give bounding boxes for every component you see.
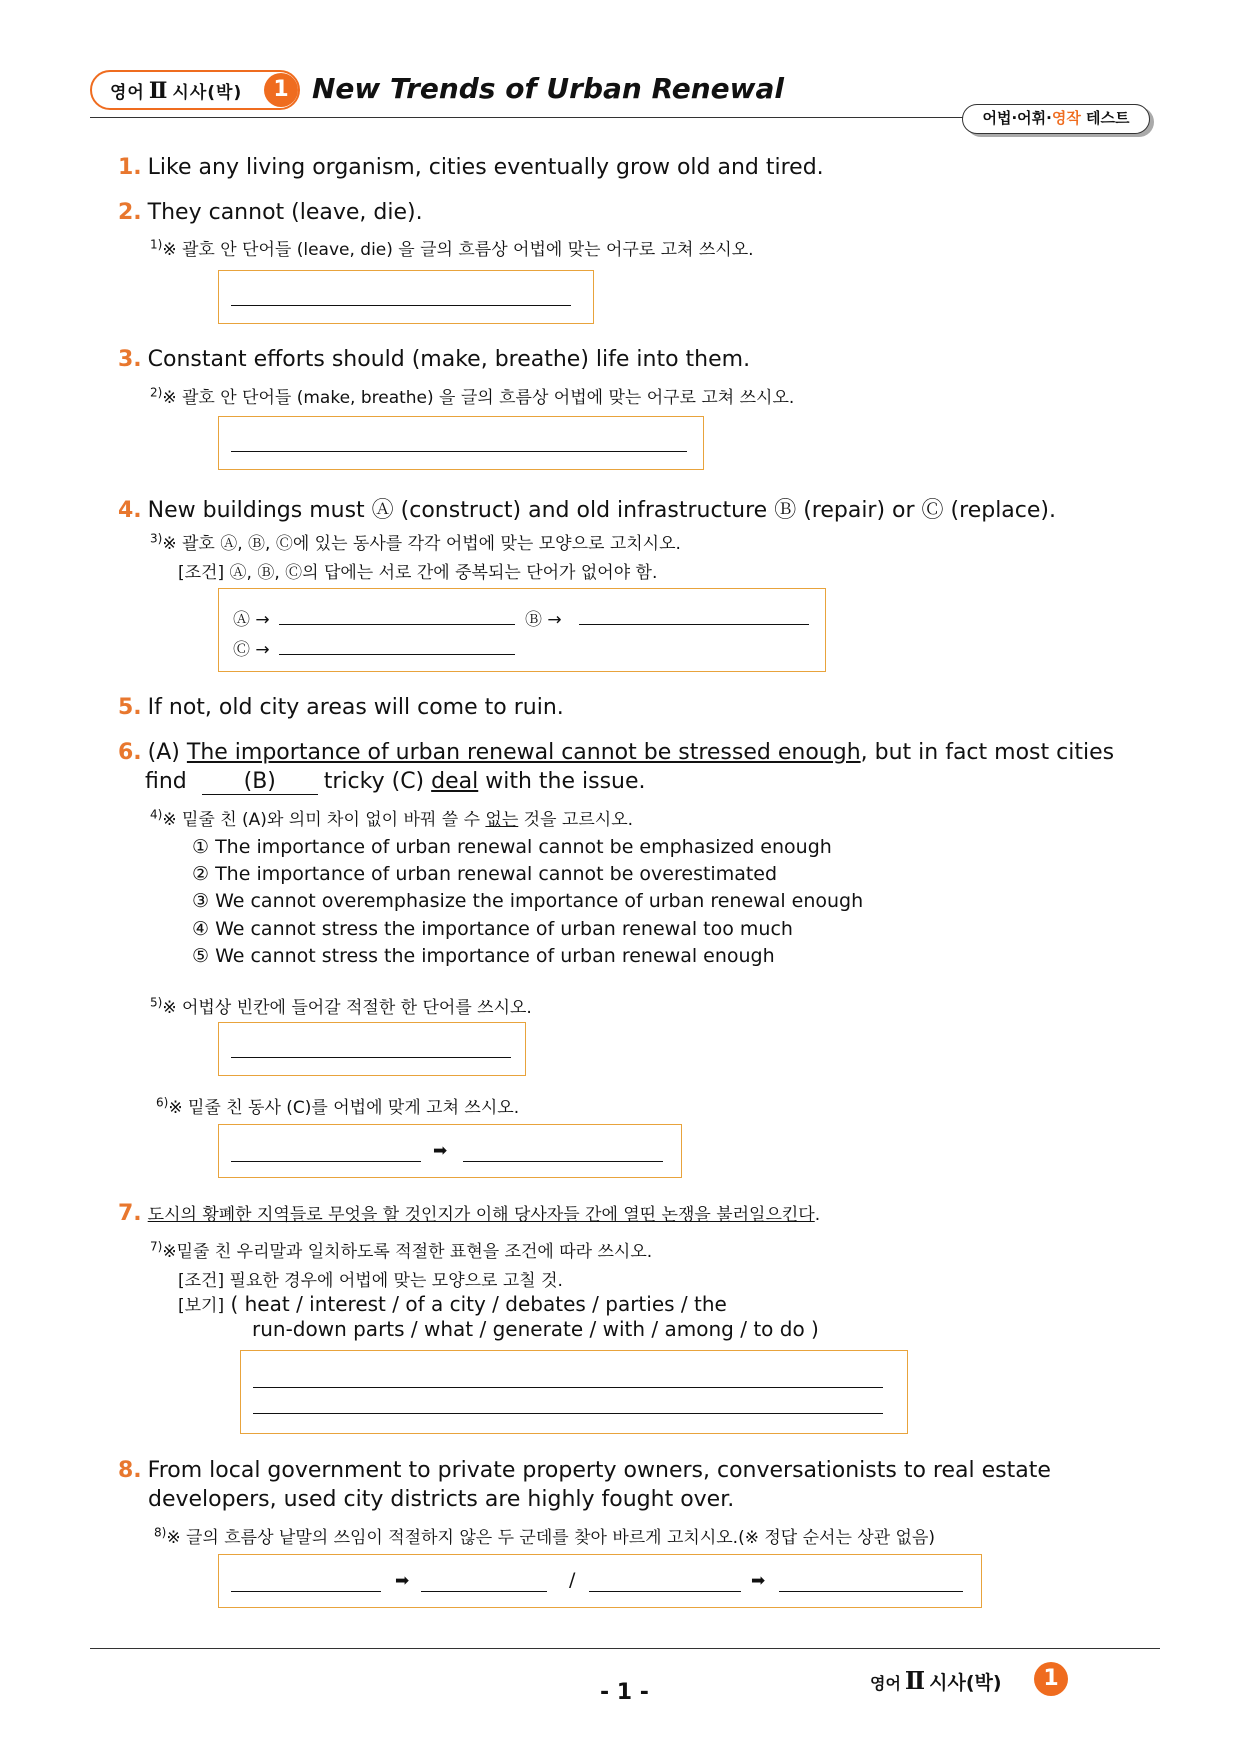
arrow-icon: ➡: [433, 1141, 448, 1161]
question-text-line2: developers, used city districts are highly fought over.: [148, 1487, 735, 1512]
option-1[interactable]: ① The importance of urban renewal cannot be emphasized enough: [192, 836, 832, 858]
sub-question-7: [150, 1237, 652, 1262]
word-box-label: [보기]: [178, 1296, 225, 1316]
answer-line-a: [279, 624, 515, 625]
condition: [178, 558, 657, 583]
q6-find: find: [145, 769, 187, 794]
question-text: They cannot (leave, die).: [147, 200, 423, 225]
question-number: 6.: [118, 740, 142, 765]
sub-number: 6): [156, 1095, 169, 1110]
answer-box-7[interactable]: [240, 1350, 908, 1434]
sub-text: ※ 밑줄 친 (A)와 의미 차이 없이 바꿔 쓸 수: [162, 810, 486, 830]
q6-post: , but in fact most cities: [860, 740, 1115, 765]
sub-question-2: [150, 383, 794, 408]
question-3: [118, 347, 750, 372]
condition-label: [조건]: [178, 563, 225, 583]
tag-accent: 영작: [1051, 109, 1081, 127]
option-5[interactable]: ⑤ We cannot stress the importance of urban renewal enough: [192, 945, 775, 967]
sub-question-6: [156, 1093, 519, 1118]
blank-b: (B): [202, 769, 318, 795]
question-text-line1: From local government to private property owners, conversationists to real estate: [147, 1458, 1051, 1483]
answer-line-1: [253, 1387, 883, 1388]
question-6: [118, 740, 1114, 765]
answer-line-1b: [421, 1591, 547, 1592]
page-number: - 1 -: [600, 1680, 649, 1705]
sub-number: 1): [150, 237, 163, 252]
sub-text: ※ 밑줄 친 동사 (C)를 어법에 맞게 고쳐 쓰시오.: [168, 1098, 520, 1118]
question-4: [118, 493, 1056, 524]
condition-text: Ⓐ, Ⓑ, Ⓒ의 답에는 서로 간에 중복되는 단어가 없어야 함.: [229, 563, 658, 583]
footer-subject-roman: Ⅱ: [904, 1666, 926, 1695]
answer-line-b: [579, 624, 809, 625]
footer-subject-left: 영어: [870, 1674, 901, 1693]
question-number: 4.: [118, 498, 142, 523]
question-7: [118, 1200, 820, 1226]
sub-question-5: [150, 993, 532, 1018]
question-text: If not, old city areas will come to ruin.: [147, 695, 564, 720]
sub-text-end: 것을 고르시오.: [518, 810, 634, 830]
sub-text: ※ 글의 흐름상 낱말의 쓰임이 적절하지 않은 두 군데를 찾아 바르게 고치시오.(※ 정답 순서는 상관 없음): [166, 1528, 935, 1548]
answer-line-2: [253, 1413, 883, 1414]
question-number: 1.: [118, 155, 142, 180]
sub-text: ※ 어법상 빈칸에 들어갈 적절한 한 단어를 쓰시오.: [162, 998, 532, 1018]
answer-box-8[interactable]: [218, 1554, 982, 1608]
question-number: 5.: [118, 695, 142, 720]
q6-pre: (A): [147, 740, 187, 765]
sub-question-3: [150, 529, 681, 554]
sub-text: ※밑줄 친 우리말과 일치하도록 적절한 표현을 조건에 따라 쓰시오.: [162, 1242, 653, 1262]
answer-line-right: [463, 1161, 663, 1162]
answer-box-3[interactable]: [218, 588, 826, 672]
tag-part2: 테스트: [1080, 109, 1130, 127]
sub-number: 2): [150, 385, 163, 400]
footer-divider: [90, 1648, 1160, 1649]
label-a: Ⓐ →: [233, 610, 270, 630]
sub-text: ※ 괄호 안 단어들 (make, breathe) 을 글의 흐름상 어법에 맞는 어구로 고쳐 쓰시오.: [162, 388, 795, 408]
header-subject-right: 시사(박): [172, 83, 243, 103]
footer-unit-badge: 1: [1034, 1662, 1068, 1696]
answer-line-left: [231, 1161, 421, 1162]
sub-text: ※ 괄호 Ⓐ, Ⓑ, Ⓒ에 있는 동사를 각각 어법에 맞는 모양으로 고치시오.: [162, 534, 681, 554]
word-box: [178, 1291, 727, 1316]
q6-underlined-a: The importance of urban renewal cannot be stressed enough: [186, 740, 861, 765]
sub-number: 4): [150, 807, 163, 822]
condition-text: 필요한 경우에 어법에 맞는 모양으로 고칠 것.: [229, 1271, 563, 1291]
header-subject-roman: Ⅱ: [148, 78, 169, 104]
answer-box-1[interactable]: [218, 270, 594, 324]
sub-number: 5): [150, 995, 163, 1010]
sub-question-1: [150, 235, 754, 260]
slash-separator: /: [569, 1569, 576, 1591]
word-box-line2: run-down parts / what / generate / with / among / to do ): [252, 1317, 819, 1341]
question-2: [118, 200, 423, 225]
arrow-icon: ➡: [751, 1571, 766, 1591]
header-subject: [110, 78, 242, 104]
footer-subject-right: 시사(박): [929, 1672, 1002, 1694]
test-type-tag: [962, 104, 1150, 134]
option-2[interactable]: ② The importance of urban renewal cannot be overestimated: [192, 863, 778, 885]
question-text: New buildings must Ⓐ (construct) and old infrastructure Ⓑ (repair) or Ⓒ (replace).: [147, 498, 1056, 523]
sub-text: ※ 괄호 안 단어들 (leave, die) 을 글의 흐름상 어법에 맞는 어구로 고쳐 쓰시오.: [162, 240, 754, 260]
option-3[interactable]: ③ We cannot overemphasize the importance of urban renewal enough: [192, 890, 864, 912]
answer-line: [231, 1057, 511, 1058]
answer-line: [231, 451, 687, 452]
header-subject-left: 영어: [110, 83, 145, 103]
answer-box-2[interactable]: [218, 416, 704, 470]
q6-underlined-c: deal: [431, 769, 479, 794]
q6-end: with the issue.: [478, 769, 646, 794]
sub-number: 8): [154, 1525, 167, 1540]
page-title: New Trends of Urban Renewal: [312, 72, 785, 105]
tag-part1: 어법·어휘·: [982, 109, 1052, 127]
answer-line-2a: [589, 1591, 741, 1592]
question-number: 2.: [118, 200, 142, 225]
question-text: Constant efforts should (make, breathe) life into them.: [147, 347, 751, 372]
question-number: 3.: [118, 347, 142, 372]
label-b: Ⓑ →: [525, 610, 562, 630]
question-1: [118, 155, 824, 180]
question-text-underlined: 도시의 황폐한 지역들로 무엇을 할 것인지가 이해 당사자들 간에 열띤 논쟁을 불러일으킨다: [147, 1205, 815, 1225]
sub-question-4: [150, 805, 633, 830]
q6-mid: tricky (C): [323, 769, 432, 794]
sub-number: 3): [150, 531, 163, 546]
question-text-end: .: [814, 1205, 821, 1225]
answer-line-c: [279, 654, 515, 655]
question-text: Like any living organism, cities eventually grow old and tired.: [147, 155, 824, 180]
answer-box-6[interactable]: [218, 1124, 682, 1178]
question-number: 8.: [118, 1458, 142, 1483]
condition: [178, 1266, 563, 1291]
answer-line-1a: [231, 1591, 381, 1592]
arrow-icon: ➡: [395, 1571, 410, 1591]
condition-label: [조건]: [178, 1271, 225, 1291]
question-8: [118, 1458, 1051, 1483]
answer-line: [231, 305, 571, 306]
question-6-line2: [145, 769, 646, 795]
sub-number: 7): [150, 1239, 163, 1254]
question-number: 7.: [118, 1201, 142, 1226]
label-c: Ⓒ →: [233, 640, 270, 660]
option-4[interactable]: ④ We cannot stress the importance of urban renewal too much: [192, 918, 793, 940]
sub-question-8: [154, 1523, 935, 1548]
word-box-line1: ( heat / interest / of a city / debates / parties / the: [230, 1292, 727, 1316]
question-5: [118, 695, 564, 720]
sub-text-underlined: 없는: [485, 810, 519, 830]
footer-subject: [870, 1666, 1002, 1695]
answer-line-2b: [779, 1591, 963, 1592]
answer-box-5[interactable]: [218, 1022, 526, 1076]
header-unit-badge: 1: [264, 73, 298, 107]
